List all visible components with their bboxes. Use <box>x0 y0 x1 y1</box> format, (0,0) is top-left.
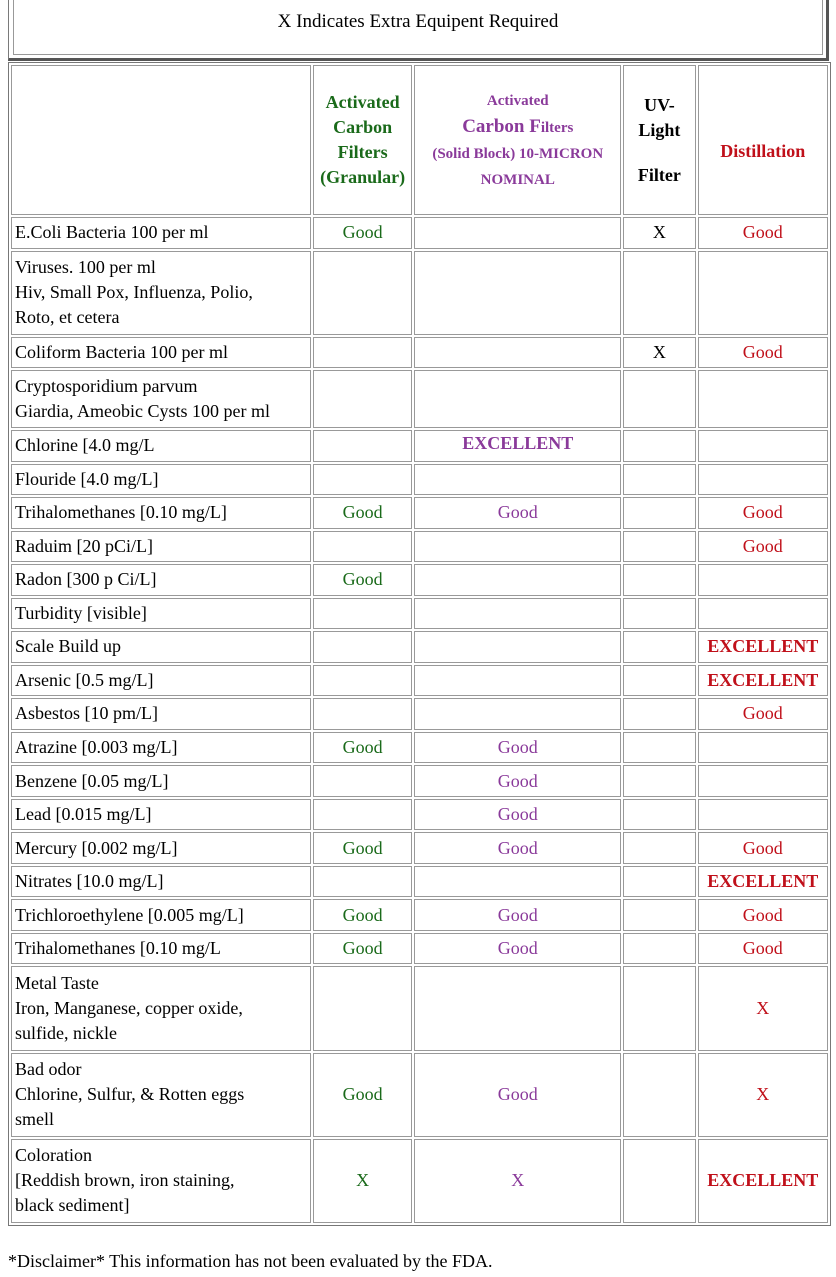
header-contaminant-blank <box>11 65 311 215</box>
contaminant-cell <box>11 698 311 730</box>
notice-box <box>8 0 829 61</box>
table-row <box>11 631 828 663</box>
contaminant-label: Scale Build up <box>15 636 121 657</box>
rating-value: Good <box>342 569 383 590</box>
table-row <box>11 832 828 864</box>
contaminant-label: sulfide, nickle <box>15 1023 117 1044</box>
contaminant-cell <box>11 497 311 529</box>
table-row <box>11 899 828 931</box>
granular-rating-cell <box>313 832 412 864</box>
rating-value: X <box>511 1170 525 1191</box>
granular-rating-cell <box>313 866 412 898</box>
contaminant-label: Metal Taste <box>15 973 99 994</box>
distillation-rating-cell <box>698 370 828 428</box>
distillation-rating-cell <box>698 251 828 335</box>
granular-rating-cell <box>313 899 412 931</box>
table-row <box>11 765 828 797</box>
rating-value: Good <box>342 222 383 243</box>
rating-value: EXCELLENT <box>707 1170 819 1191</box>
contaminant-cell <box>11 665 311 697</box>
distillation-rating-cell <box>698 464 828 496</box>
uv-rating-cell <box>623 217 695 249</box>
distillation-rating-cell <box>698 631 828 663</box>
granular-rating-cell <box>313 698 412 730</box>
granular-rating-cell <box>313 765 412 797</box>
table-row <box>11 531 828 563</box>
distillation-rating-cell <box>698 698 828 730</box>
distillation-rating-cell <box>698 665 828 697</box>
header-solid-line2 <box>418 114 617 141</box>
granular-rating-cell <box>313 966 412 1050</box>
table-row <box>11 497 828 529</box>
rating-value: X <box>756 1084 770 1105</box>
solid-block-rating-cell <box>414 832 621 864</box>
granular-rating-cell <box>313 799 412 831</box>
contaminant-label: Asbestos [10 pm/L] <box>15 703 158 724</box>
contaminant-cell <box>11 866 311 898</box>
filtration-comparison-table <box>8 62 831 1226</box>
table-row <box>11 866 828 898</box>
rating-value: X <box>356 1170 370 1191</box>
solid-block-rating-cell <box>414 217 621 249</box>
solid-block-rating-cell <box>414 251 621 335</box>
rating-value: Good <box>342 904 383 925</box>
header-solid-block-carbon <box>414 65 621 215</box>
rating-value: Good <box>497 804 538 825</box>
contaminant-label: Flouride [4.0 mg/L] <box>15 468 159 489</box>
uv-rating-cell <box>623 430 695 462</box>
rating-value: Good <box>742 502 783 523</box>
granular-rating-cell <box>313 497 412 529</box>
solid-block-rating-cell <box>414 866 621 898</box>
uv-rating-cell <box>623 598 695 630</box>
rating-value: Good <box>497 904 538 925</box>
granular-rating-cell <box>313 464 412 496</box>
solid-block-rating-cell <box>414 497 621 529</box>
contaminant-cell <box>11 631 311 663</box>
uv-rating-cell <box>623 464 695 496</box>
contaminant-cell <box>11 1053 311 1137</box>
contaminant-cell <box>11 598 311 630</box>
header-granular-line: Activated <box>325 92 400 112</box>
table-row <box>11 966 828 1050</box>
distillation-rating-cell <box>698 866 828 898</box>
rating-value: EXCELLENT <box>707 871 819 892</box>
uv-rating-cell <box>623 531 695 563</box>
contaminant-label: Coliform Bacteria 100 per ml <box>15 341 228 362</box>
distillation-rating-cell <box>698 732 828 764</box>
rating-value: Good <box>742 938 783 959</box>
disclaimer: *Disclaimer* This information has not been evaluated by the FDA. <box>8 1251 493 1271</box>
uv-rating-cell <box>623 933 695 965</box>
header-uv-line: Light <box>638 119 681 140</box>
header-granular-line: Filters <box>337 142 388 162</box>
contaminant-label: Mercury [0.002 mg/L] <box>15 837 178 858</box>
granular-rating-cell <box>313 1053 412 1137</box>
solid-block-rating-cell <box>414 531 621 563</box>
contaminant-cell <box>11 1139 311 1223</box>
header-solid-line1: Activated <box>486 92 549 109</box>
contaminant-label: Trihalomethanes [0.10 mg/L <box>15 938 221 959</box>
solid-block-rating-cell <box>414 1139 621 1223</box>
header-uv-line: Filter <box>637 164 681 185</box>
rating-value: Good <box>742 341 783 362</box>
uv-rating-cell <box>623 799 695 831</box>
contaminant-label: Viruses. 100 per ml <box>15 257 156 278</box>
contaminant-label: Cryptosporidium parvum <box>15 376 198 397</box>
uv-rating-cell <box>623 899 695 931</box>
table-row <box>11 933 828 965</box>
uv-rating-cell <box>623 698 695 730</box>
solid-block-rating-cell <box>414 337 621 369</box>
solid-block-rating-cell <box>414 966 621 1050</box>
contaminant-cell <box>11 337 311 369</box>
notice-text: X Indicates Extra Equipent Required <box>13 0 823 55</box>
header-uv-light-filter <box>623 65 695 215</box>
header-granular-carbon <box>313 65 412 215</box>
distillation-rating-cell <box>698 564 828 596</box>
contaminant-label: Arsenic [0.5 mg/L] <box>15 669 154 690</box>
uv-rating-cell <box>623 866 695 898</box>
contaminant-label: Bad odor <box>15 1059 82 1080</box>
solid-block-rating-cell <box>414 765 621 797</box>
distillation-rating-cell <box>698 1053 828 1137</box>
granular-rating-cell <box>313 631 412 663</box>
header-solid-line4: NOMINAL <box>480 171 555 188</box>
rating-value: Good <box>497 737 538 758</box>
distillation-rating-cell <box>698 598 828 630</box>
granular-rating-cell <box>313 1139 412 1223</box>
solid-block-rating-cell <box>414 732 621 764</box>
uv-rating-cell <box>623 370 695 428</box>
contaminant-label: Radon [300 p Ci/L] <box>15 569 157 590</box>
table-row <box>11 665 828 697</box>
header-distillation: Distillation <box>698 65 828 215</box>
uv-rating-cell <box>623 497 695 529</box>
rating-value: X <box>756 998 770 1019</box>
granular-rating-cell <box>313 337 412 369</box>
solid-block-rating-cell <box>414 665 621 697</box>
granular-rating-cell <box>313 564 412 596</box>
distillation-rating-cell <box>698 933 828 965</box>
uv-rating-cell <box>623 765 695 797</box>
granular-rating-cell <box>313 370 412 428</box>
distillation-rating-cell <box>698 337 828 369</box>
contaminant-cell <box>11 564 311 596</box>
solid-block-rating-cell <box>414 598 621 630</box>
rating-value: Good <box>742 837 783 858</box>
uv-rating-cell <box>623 631 695 663</box>
rating-value: EXCELLENT <box>462 432 574 453</box>
solid-block-rating-cell <box>414 899 621 931</box>
uv-rating-cell <box>623 732 695 764</box>
rating-value: Good <box>742 222 783 243</box>
table-row <box>11 430 828 462</box>
table-row <box>11 1053 828 1137</box>
contaminant-label: [Reddish brown, iron staining, <box>15 1170 235 1191</box>
contaminant-cell <box>11 832 311 864</box>
distillation-rating-cell <box>698 832 828 864</box>
contaminant-label: Coloration <box>15 1145 92 1166</box>
table-row <box>11 598 828 630</box>
contaminant-cell <box>11 966 311 1050</box>
contaminant-label: Raduim [20 pCi/L] <box>15 535 153 556</box>
contaminant-label: Turbidity [visible] <box>15 602 147 623</box>
uv-rating-cell <box>623 564 695 596</box>
rating-value: Good <box>742 904 783 925</box>
distillation-rating-cell <box>698 899 828 931</box>
contaminant-cell <box>11 765 311 797</box>
rating-value: Good <box>742 535 783 556</box>
distillation-rating-cell <box>698 799 828 831</box>
distillation-rating-cell <box>698 1139 828 1223</box>
granular-rating-cell <box>313 732 412 764</box>
rating-value: Good <box>497 770 538 791</box>
rating-value: Good <box>497 837 538 858</box>
header-solid-line2-big: Carbon F <box>462 115 541 137</box>
table-row <box>11 217 828 249</box>
rating-value: Good <box>342 938 383 959</box>
table-row <box>11 564 828 596</box>
contaminant-label: Iron, Manganese, copper oxide, <box>15 998 243 1019</box>
distillation-rating-cell <box>698 430 828 462</box>
uv-rating-cell <box>623 1053 695 1137</box>
rating-value: Good <box>342 1084 383 1105</box>
header-uv-line: UV- <box>644 94 675 115</box>
table-row <box>11 799 828 831</box>
granular-rating-cell <box>313 665 412 697</box>
distillation-rating-cell <box>698 217 828 249</box>
uv-rating-cell <box>623 665 695 697</box>
table-row <box>11 732 828 764</box>
rating-value: Good <box>497 1084 538 1105</box>
rating-value: Good <box>497 938 538 959</box>
contaminant-cell <box>11 899 311 931</box>
header-solid-line3: (Solid Block) 10-MICRON <box>432 145 604 162</box>
rating-value: Good <box>342 837 383 858</box>
solid-block-rating-cell <box>414 698 621 730</box>
contaminant-cell <box>11 799 311 831</box>
rating-value: EXCELLENT <box>707 636 819 657</box>
uv-rating-cell <box>623 337 695 369</box>
solid-block-rating-cell <box>414 933 621 965</box>
distillation-rating-cell <box>698 497 828 529</box>
distillation-rating-cell <box>698 531 828 563</box>
contaminant-label: Trihalomethanes [0.10 mg/L] <box>15 502 227 523</box>
table-row <box>11 464 828 496</box>
solid-block-rating-cell <box>414 564 621 596</box>
rating-value: Good <box>342 737 383 758</box>
solid-block-rating-cell <box>414 631 621 663</box>
solid-block-rating-cell <box>414 799 621 831</box>
contaminant-label: Chlorine, Sulfur, & Rotten eggs <box>15 1084 245 1105</box>
table-row <box>11 251 828 335</box>
table-row <box>11 1139 828 1223</box>
uv-rating-cell <box>623 1139 695 1223</box>
contaminant-label: E.Coli Bacteria 100 per ml <box>15 222 209 243</box>
contaminant-label: Nitrates [10.0 mg/L] <box>15 871 164 892</box>
contaminant-cell <box>11 732 311 764</box>
header-row <box>11 65 828 215</box>
contaminant-label: Giardia, Ameobic Cysts 100 per ml <box>15 401 270 422</box>
granular-rating-cell <box>313 430 412 462</box>
uv-rating-cell <box>623 832 695 864</box>
granular-rating-cell <box>313 933 412 965</box>
header-solid-line2-small: ilters <box>540 119 574 136</box>
table-row <box>11 337 828 369</box>
contaminant-cell <box>11 370 311 428</box>
granular-rating-cell <box>313 598 412 630</box>
contaminant-label: Chlorine [4.0 mg/L <box>15 435 155 456</box>
contaminant-cell <box>11 464 311 496</box>
granular-rating-cell <box>313 217 412 249</box>
rating-value: Good <box>742 703 783 724</box>
rating-value: X <box>652 222 666 243</box>
contaminant-label: Trichloroethylene [0.005 mg/L] <box>15 904 244 925</box>
contaminant-cell <box>11 430 311 462</box>
distillation-rating-cell <box>698 966 828 1050</box>
uv-rating-cell <box>623 966 695 1050</box>
contaminant-label: black sediment] <box>15 1195 130 1216</box>
contaminant-cell <box>11 217 311 249</box>
contaminant-label: Hiv, Small Pox, Influenza, Polio, <box>15 282 253 303</box>
rating-value: Good <box>342 502 383 523</box>
contaminant-cell <box>11 531 311 563</box>
rating-value: EXCELLENT <box>707 669 819 690</box>
contaminant-label: Benzene [0.05 mg/L] <box>15 770 169 791</box>
solid-block-rating-cell <box>414 430 621 462</box>
solid-block-rating-cell <box>414 1053 621 1137</box>
solid-block-rating-cell <box>414 464 621 496</box>
distillation-rating-cell <box>698 765 828 797</box>
uv-rating-cell <box>623 251 695 335</box>
contaminant-label: Lead [0.015 mg/L] <box>15 804 152 825</box>
contaminant-cell <box>11 933 311 965</box>
solid-block-rating-cell <box>414 370 621 428</box>
contaminant-label: Roto, et cetera <box>15 307 120 328</box>
header-granular-line: Carbon <box>333 117 393 137</box>
contaminant-label: smell <box>15 1109 54 1130</box>
contaminant-cell <box>11 251 311 335</box>
granular-rating-cell <box>313 251 412 335</box>
granular-rating-cell <box>313 531 412 563</box>
header-granular-line: (Granular) <box>320 167 406 187</box>
table-row <box>11 370 828 428</box>
table-row <box>11 698 828 730</box>
rating-value: X <box>652 341 666 362</box>
rating-value: Good <box>497 502 538 523</box>
contaminant-label: Atrazine [0.003 mg/L] <box>15 737 178 758</box>
